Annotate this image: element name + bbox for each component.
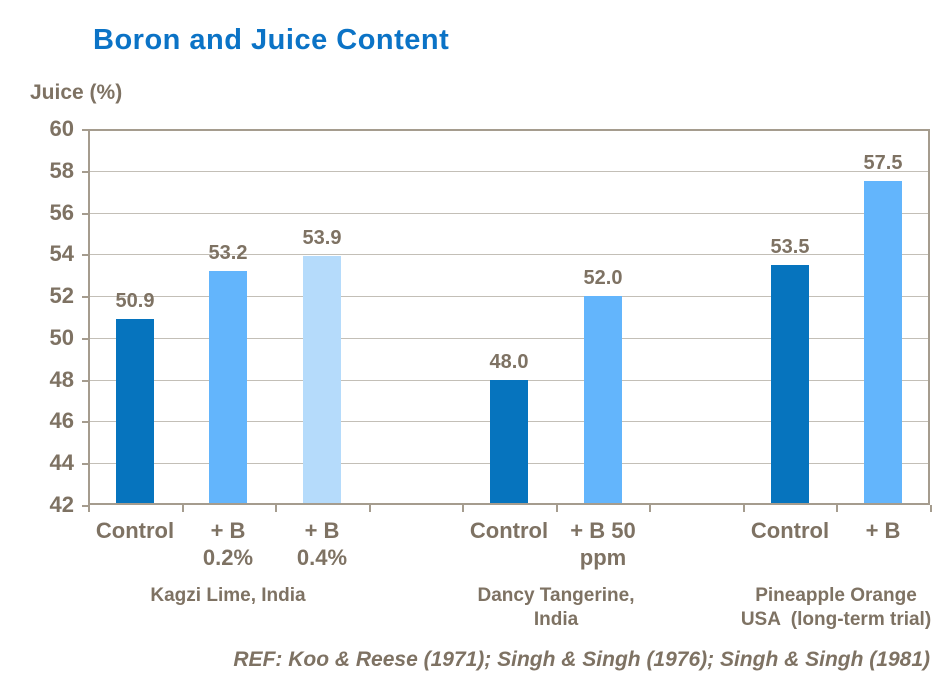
y-tick-label: 46 bbox=[49, 408, 74, 433]
x-tick-mark bbox=[88, 505, 90, 512]
group-label: India bbox=[533, 609, 579, 630]
category-label: Control bbox=[95, 518, 175, 543]
y-tick-mark bbox=[82, 254, 88, 256]
category-label: + B bbox=[210, 518, 246, 543]
y-tick-label: 48 bbox=[49, 367, 74, 392]
bar bbox=[864, 181, 902, 503]
x-tick-mark bbox=[556, 505, 558, 512]
bar-value-label: 48.0 bbox=[489, 351, 529, 373]
group-label: Kagzi Lime, India bbox=[150, 585, 306, 606]
y-tick-mark bbox=[82, 129, 88, 131]
category-label: 0.2% bbox=[202, 545, 254, 570]
x-tick-mark bbox=[275, 505, 277, 512]
x-tick-mark bbox=[743, 505, 745, 512]
y-tick-mark bbox=[82, 338, 88, 340]
category-label: + B 50 bbox=[570, 518, 636, 543]
category-label: 0.4% bbox=[296, 545, 348, 570]
bar bbox=[584, 296, 622, 503]
bar-value-label: 53.9 bbox=[302, 227, 342, 249]
y-axis-title: Juice (%) bbox=[30, 81, 123, 104]
y-tick-label: 60 bbox=[49, 116, 74, 141]
reference-text: REF: Koo & Reese (1971); Singh & Singh (1976); Singh & Singh (1981) bbox=[233, 648, 930, 671]
y-tick-label: 58 bbox=[49, 158, 74, 183]
y-tick-label: 50 bbox=[49, 325, 74, 350]
group-label: Pineapple Orange bbox=[755, 585, 917, 606]
x-tick-mark bbox=[182, 505, 184, 512]
group-label: USA (long-term trial) bbox=[740, 609, 932, 630]
bar-value-label: 57.5 bbox=[863, 152, 903, 174]
x-tick-mark bbox=[836, 505, 838, 512]
x-tick-mark bbox=[649, 505, 651, 512]
bar-value-label: 52.0 bbox=[583, 267, 623, 289]
y-tick-mark bbox=[82, 380, 88, 382]
bar bbox=[116, 319, 154, 503]
category-label: + B bbox=[865, 518, 901, 543]
y-tick-label: 52 bbox=[49, 283, 74, 308]
x-tick-mark bbox=[369, 505, 371, 512]
x-tick-mark bbox=[462, 505, 464, 512]
bar bbox=[303, 256, 341, 503]
y-tick-label: 42 bbox=[49, 492, 74, 517]
y-tick-mark bbox=[82, 421, 88, 423]
bar bbox=[771, 265, 809, 503]
bar-value-label: 53.2 bbox=[208, 242, 248, 264]
y-tick-label: 54 bbox=[49, 241, 74, 266]
bar-value-label: 50.9 bbox=[115, 290, 155, 312]
bar bbox=[490, 380, 528, 503]
y-tick-mark bbox=[82, 171, 88, 173]
y-tick-mark bbox=[82, 213, 88, 215]
gridline bbox=[90, 171, 928, 172]
category-label: ppm bbox=[579, 545, 627, 570]
y-tick-label: 44 bbox=[49, 450, 74, 475]
category-label: + B bbox=[304, 518, 340, 543]
group-label: Dancy Tangerine, bbox=[477, 585, 635, 606]
category-label: Control bbox=[469, 518, 549, 543]
bar bbox=[209, 271, 247, 503]
y-tick-mark bbox=[82, 463, 88, 465]
chart-title: Boron and Juice Content bbox=[93, 24, 450, 56]
gridline bbox=[90, 213, 928, 214]
x-tick-mark bbox=[930, 505, 932, 512]
category-label: Control bbox=[750, 518, 830, 543]
bar-value-label: 53.5 bbox=[770, 236, 810, 258]
y-tick-label: 56 bbox=[49, 200, 74, 225]
